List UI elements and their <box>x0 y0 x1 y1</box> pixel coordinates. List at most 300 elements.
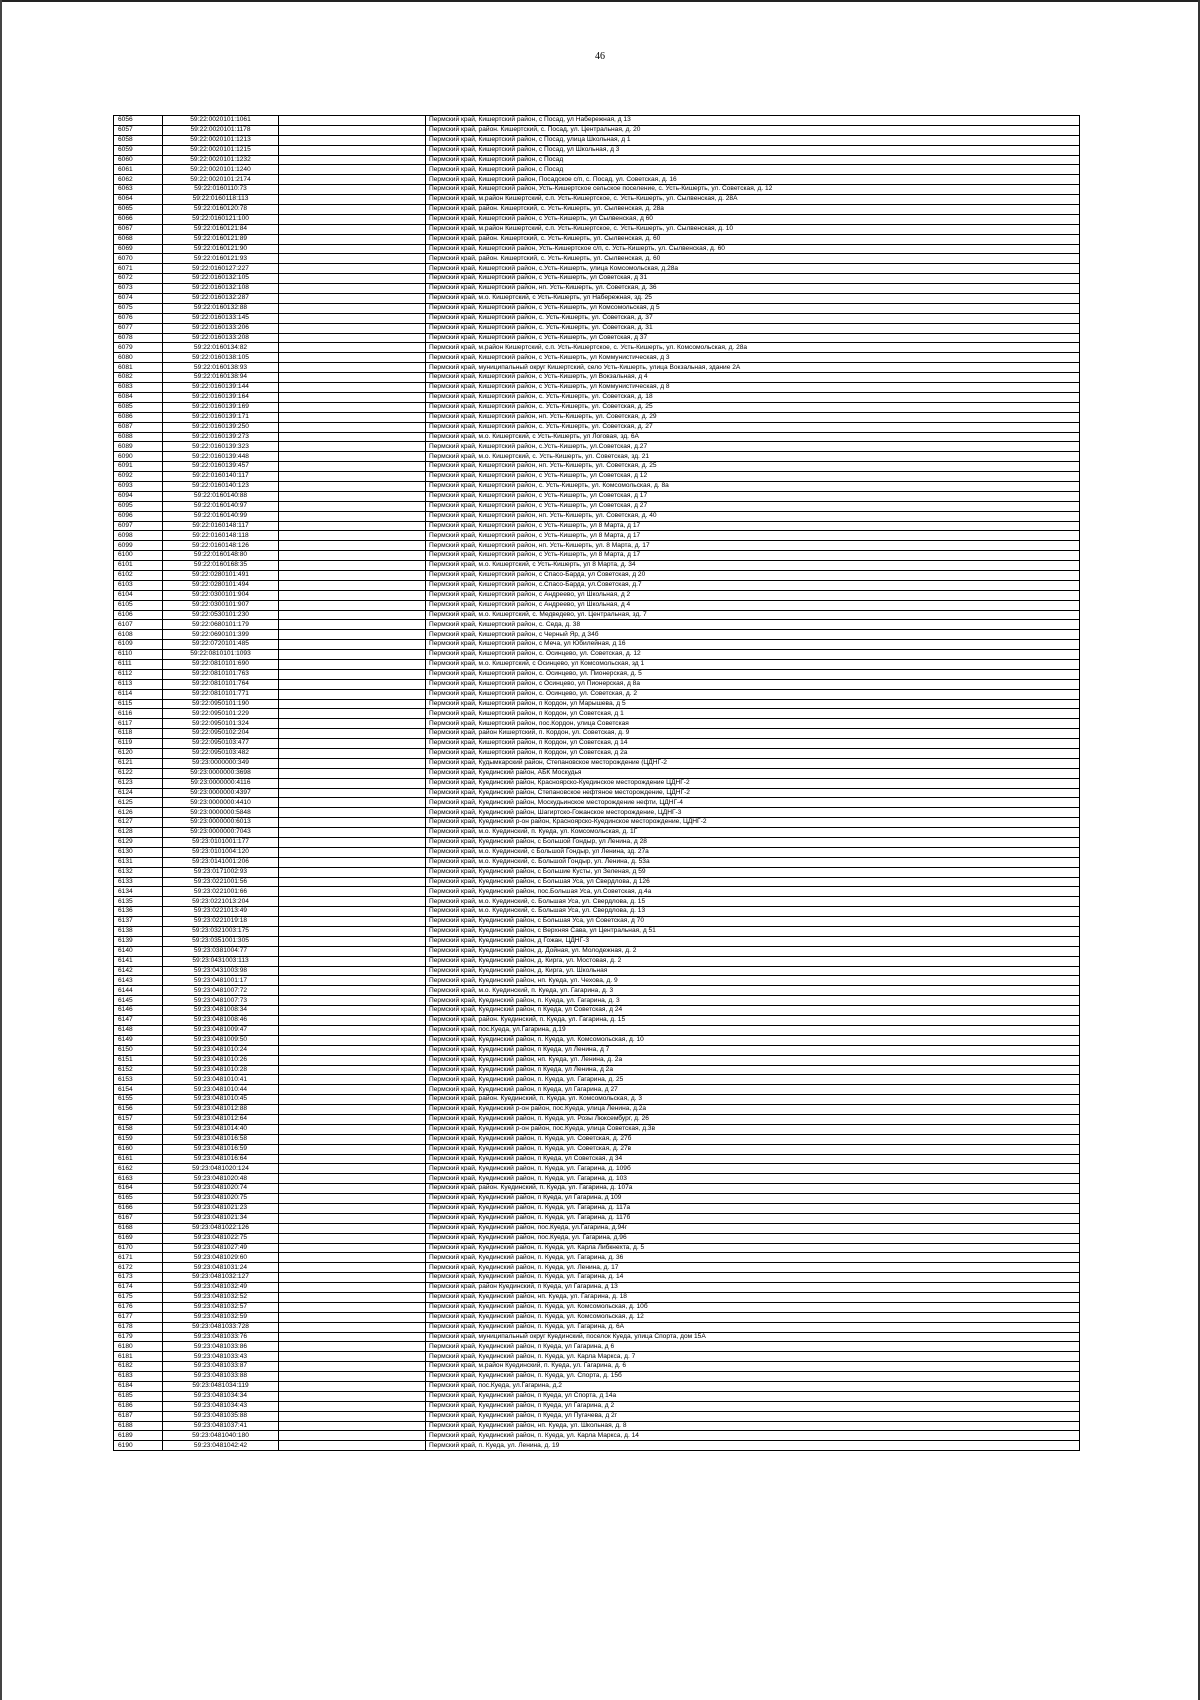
empty-cell <box>279 1154 426 1164</box>
table-row <box>114 976 1080 986</box>
cadastral-number-cell: 59:22:0530101:230 <box>163 610 279 620</box>
empty-cell <box>279 541 426 551</box>
address-cell: Пермский край, Кишертский район, с Усть-Кишерть, ул Комсомольская, д 5 <box>426 303 1080 313</box>
cadastral-number-cell: 59:22:0280101:491 <box>163 570 279 580</box>
row-number-cell: 6070 <box>114 254 163 264</box>
table-row <box>114 1342 1080 1352</box>
table-row <box>114 857 1080 867</box>
table-row <box>114 610 1080 620</box>
address-cell: Пермский край, Кишертский район, с Усть-Кишерть, ул Советская, д 27 <box>426 501 1080 511</box>
address-cell: Пермский край, Куединский район, п. Куеда, ул. Гагарина, д. 3 <box>426 996 1080 1006</box>
cadastral-number-cell: 59:22:0810101:1093 <box>163 650 279 660</box>
cadastral-number-cell: 59:22:0160139:169 <box>163 402 279 412</box>
cadastral-number-cell: 59:23:0481007:72 <box>163 986 279 996</box>
empty-cell <box>279 1362 426 1372</box>
address-cell: Пермский край, Кишертский район, нп. Усть-Кишерть, ул. Советская, д. 40 <box>426 511 1080 521</box>
cadastral-number-cell: 59:22:0020101:2174 <box>163 175 279 185</box>
row-number-cell: 6061 <box>114 165 163 175</box>
cadastral-number-cell: 59:22:0020101:1213 <box>163 135 279 145</box>
table-row <box>114 165 1080 175</box>
empty-cell <box>279 610 426 620</box>
table-row <box>114 1302 1080 1312</box>
row-number-cell: 6134 <box>114 887 163 897</box>
row-number-cell: 6121 <box>114 758 163 768</box>
empty-cell <box>279 323 426 333</box>
address-cell: Пермский край, Кишертский район, с.Усть-Кишерть, ул.Советская, д.27 <box>426 442 1080 452</box>
table-row <box>114 1362 1080 1372</box>
cadastral-number-cell: 59:22:0300101:907 <box>163 600 279 610</box>
row-number-cell: 6127 <box>114 818 163 828</box>
row-number-cell: 6111 <box>114 659 163 669</box>
row-number-cell: 6166 <box>114 1203 163 1213</box>
row-number-cell: 6151 <box>114 1055 163 1065</box>
row-number-cell: 6084 <box>114 392 163 402</box>
cadastral-number-cell: 59:23:0481014:40 <box>163 1124 279 1134</box>
address-cell: Пермский край, Куединский р-он район, Красноярско-Куединское месторождение, ЦДНГ-2 <box>426 818 1080 828</box>
cadastral-number-cell: 59:22:0160139:164 <box>163 392 279 402</box>
cadastral-number-cell: 59:23:0431003:98 <box>163 966 279 976</box>
table-row <box>114 1154 1080 1164</box>
empty-cell <box>279 531 426 541</box>
cadastral-number-cell: 59:22:0950101:190 <box>163 699 279 709</box>
table-row <box>114 481 1080 491</box>
cadastral-number-cell: 59:22:0160138:105 <box>163 353 279 363</box>
row-number-cell: 6087 <box>114 422 163 432</box>
cadastral-number-cell: 59:22:0680101:179 <box>163 620 279 630</box>
address-cell: Пермский край, Куединский район, Шагиртско-Гожанское месторождение, ЦДНГ-3 <box>426 808 1080 818</box>
table-row <box>114 1283 1080 1293</box>
empty-cell <box>279 145 426 155</box>
address-cell: Пермский край, район. Кишертский, с. Усть-Кишерть, ул. Сылвенская, д. 60 <box>426 254 1080 264</box>
cadastral-number-cell: 59:22:0160139:323 <box>163 442 279 452</box>
table-row <box>114 936 1080 946</box>
address-cell: Пермский край, Кишертский район, с Усть-Кишерть, ул 8 Марта, д 17 <box>426 531 1080 541</box>
address-cell: Пермский край, Куединский район, п. Куеда, ул. Советская, д. 27в <box>426 1144 1080 1154</box>
cadastral-number-cell: 59:23:0221001:66 <box>163 887 279 897</box>
row-number-cell: 6153 <box>114 1075 163 1085</box>
cadastral-number-cell: 59:22:0160121:90 <box>163 244 279 254</box>
table-row <box>114 521 1080 531</box>
cadastral-number-cell: 59:23:0381004:77 <box>163 946 279 956</box>
row-number-cell: 6190 <box>114 1441 163 1451</box>
table-row <box>114 1322 1080 1332</box>
cadastral-number-cell: 59:23:0481020:74 <box>163 1184 279 1194</box>
cadastral-number-cell: 59:22:0160121:100 <box>163 214 279 224</box>
cadastral-number-cell: 59:22:0810101:763 <box>163 669 279 679</box>
row-number-cell: 6103 <box>114 580 163 590</box>
address-cell: Пермский край, Кудымкарский район, Степановское месторождение (ЦДНГ-2 <box>426 758 1080 768</box>
address-cell: Пермский край, Кишертский район, с.Спасо-Барда, ул.Советская, д.7 <box>426 580 1080 590</box>
table-row <box>114 996 1080 1006</box>
row-number-cell: 6089 <box>114 442 163 452</box>
address-cell: Пермский край, м.район Кишертский, с.п. Усть-Кишертское, с. Усть-Кишерть, ул. Сылвенская, д. 28А <box>426 195 1080 205</box>
table-row <box>114 1164 1080 1174</box>
address-cell: Пермский край, пос.Куеда, ул.Гагарина, д.2 <box>426 1382 1080 1392</box>
row-number-cell: 6130 <box>114 847 163 857</box>
address-cell: Пермский край, Кишертский район, с Усть-Кишерть, ул Советская, д 12 <box>426 472 1080 482</box>
table-row <box>114 561 1080 571</box>
address-cell: Пермский край, район. Куединский, п. Куеда, ул. Гагарина, д. 15 <box>426 1016 1080 1026</box>
empty-cell <box>279 1006 426 1016</box>
empty-cell <box>279 1213 426 1223</box>
table-row <box>114 1263 1080 1273</box>
empty-cell <box>279 620 426 630</box>
row-number-cell: 6114 <box>114 689 163 699</box>
row-number-cell: 6080 <box>114 353 163 363</box>
address-cell: Пермский край, пос.Куеда, ул.Гагарина, д.19 <box>426 1025 1080 1035</box>
cadastral-number-cell: 59:23:0101004:120 <box>163 847 279 857</box>
cadastral-number-cell: 59:23:0431003:113 <box>163 956 279 966</box>
cadastral-number-cell: 59:23:0481032:127 <box>163 1273 279 1283</box>
table-row <box>114 1431 1080 1441</box>
cadastral-number-cell: 59:22:0160133:145 <box>163 313 279 323</box>
address-cell: Пермский край, Куединский район, п. Куеда, ул. Гагарина, д. 117б <box>426 1213 1080 1223</box>
cadastral-number-cell: 59:22:0160121:84 <box>163 224 279 234</box>
table-row <box>114 749 1080 759</box>
address-cell: Пермский край, м.о. Кишертский, с Усть-Кишерть, ул Логовая, зд. 6А <box>426 432 1080 442</box>
row-number-cell: 6094 <box>114 491 163 501</box>
table-row <box>114 294 1080 304</box>
address-cell: Пермский край, м.район Кишертский, с.п. Усть-Кишертское, с. Усть-Кишерть, ул. Комсомольская, д. 28а <box>426 343 1080 353</box>
empty-cell <box>279 679 426 689</box>
empty-cell <box>279 1352 426 1362</box>
table-row <box>114 650 1080 660</box>
empty-cell <box>279 1045 426 1055</box>
cadastral-number-cell: 59:22:0160139:171 <box>163 412 279 422</box>
address-cell: Пермский край, м.район Кишертский, с.п. Усть-Кишертское, с. Усть-Кишерть, ул. Сылвенская, д. 10 <box>426 224 1080 234</box>
address-cell: Пермский край, Куединский район, Степановское нефтяное месторождение, ЦДНГ-2 <box>426 788 1080 798</box>
table-row <box>114 927 1080 937</box>
row-number-cell: 6107 <box>114 620 163 630</box>
cadastral-number-cell: 59:23:0481032:59 <box>163 1312 279 1322</box>
row-number-cell: 6131 <box>114 857 163 867</box>
table-row <box>114 1401 1080 1411</box>
row-number-cell: 6083 <box>114 383 163 393</box>
cadastral-number-cell: 59:23:0481010:45 <box>163 1095 279 1105</box>
address-cell: Пермский край, Кишертский район, с Андреево, ул Школьная, д 4 <box>426 600 1080 610</box>
empty-cell <box>279 313 426 323</box>
table-row <box>114 1243 1080 1253</box>
empty-cell <box>279 966 426 976</box>
empty-cell <box>279 363 426 373</box>
address-cell: Пермский край, Кишертский район, с. Осинцево, ул. Советская, д. 2 <box>426 689 1080 699</box>
address-cell: Пермский край, район. Куединский, п. Куеда, ул. Гагарина, д. 107а <box>426 1184 1080 1194</box>
row-number-cell: 6091 <box>114 462 163 472</box>
empty-cell <box>279 1095 426 1105</box>
address-cell: Пермский край, Куединский район, п Куеда, ул Гагарина, д 27 <box>426 1085 1080 1095</box>
row-number-cell: 6101 <box>114 561 163 571</box>
cadastral-number-cell: 59:23:0481033:728 <box>163 1322 279 1332</box>
empty-cell <box>279 1253 426 1263</box>
empty-cell <box>279 936 426 946</box>
address-cell: Пермский край, Кишертский район, с Посад, ул Школьная, д 3 <box>426 145 1080 155</box>
table-row <box>114 254 1080 264</box>
cadastral-number-cell: 59:22:0810101:771 <box>163 689 279 699</box>
row-number-cell: 6072 <box>114 274 163 284</box>
cadastral-number-cell: 59:23:0481034:43 <box>163 1401 279 1411</box>
table-row <box>114 1391 1080 1401</box>
empty-cell <box>279 1283 426 1293</box>
empty-cell <box>279 165 426 175</box>
cadastral-number-cell: 59:22:0160139:457 <box>163 462 279 472</box>
table-row <box>114 1213 1080 1223</box>
address-cell: Пермский край, Куединский район, пос.Большая Уса, ул.Советская, д.4а <box>426 887 1080 897</box>
table-row <box>114 392 1080 402</box>
empty-cell <box>279 838 426 848</box>
cadastral-number-cell: 59:22:0160148:126 <box>163 541 279 551</box>
row-number-cell: 6077 <box>114 323 163 333</box>
table-row <box>114 244 1080 254</box>
row-number-cell: 6178 <box>114 1322 163 1332</box>
address-cell: Пермский край, Кишертский район, с Усть-Кишерть, ул Советская, д 31 <box>426 274 1080 284</box>
address-cell: Пермский край, Кишертский район, нп. Усть-Кишерть, ул. Советская, д. 36 <box>426 284 1080 294</box>
empty-cell <box>279 452 426 462</box>
address-cell: Пермский край, Куединский район, нп. Куеда, ул. Ленина, д. 2а <box>426 1055 1080 1065</box>
cadastral-number-cell: 59:22:0160138:94 <box>163 373 279 383</box>
table-row <box>114 531 1080 541</box>
table-row <box>114 1144 1080 1154</box>
row-number-cell: 6140 <box>114 946 163 956</box>
empty-cell <box>279 343 426 353</box>
empty-cell <box>279 1025 426 1035</box>
row-number-cell: 6086 <box>114 412 163 422</box>
cadastral-number-cell: 59:23:0481010:28 <box>163 1065 279 1075</box>
cadastral-number-cell: 59:22:0020101:1240 <box>163 165 279 175</box>
address-cell: Пермский край, район Кишертский, п. Кордон, ул. Советская, д. 9 <box>426 729 1080 739</box>
address-cell: Пермский край, Куединский район, д. Кирга, ул. Школьная <box>426 966 1080 976</box>
table-row <box>114 659 1080 669</box>
address-cell: Пермский край, м.о. Куединский, с. Большой Гондыр, ул. Ленина, д. 53а <box>426 857 1080 867</box>
empty-cell <box>279 1174 426 1184</box>
cadastral-number-cell: 59:22:0300101:904 <box>163 590 279 600</box>
empty-cell <box>279 224 426 234</box>
cadastral-number-cell: 59:22:0160133:206 <box>163 323 279 333</box>
table-row <box>114 412 1080 422</box>
scan-edge-top <box>0 0 1200 2</box>
cadastral-number-cell: 59:23:0481029:60 <box>163 1253 279 1263</box>
cadastral-number-cell: 59:23:0481033:87 <box>163 1362 279 1372</box>
empty-cell <box>279 580 426 590</box>
address-cell: Пермский край, м.о. Куединский, п. Куеда, ул. Комсомольская, д. 1Г <box>426 828 1080 838</box>
table-row <box>114 1016 1080 1026</box>
row-number-cell: 6113 <box>114 679 163 689</box>
address-cell: Пермский край, Кишертский район, с Меча, ул Юбилейная, д 16 <box>426 640 1080 650</box>
table-row <box>114 1233 1080 1243</box>
row-number-cell: 6146 <box>114 1006 163 1016</box>
empty-cell <box>279 778 426 788</box>
empty-cell <box>279 917 426 927</box>
address-cell: Пермский край, Кишертский район, с Усть-Кишерть, ул Советская, д 37 <box>426 333 1080 343</box>
row-number-cell: 6149 <box>114 1035 163 1045</box>
address-cell: Пермский край, Кишертский район, п Кордон, ул Советская, д 2а <box>426 749 1080 759</box>
address-cell: Пермский край, Куединский район, д Гожан, ЦДНГ-3 <box>426 936 1080 946</box>
cadastral-number-cell: 59:22:0280101:494 <box>163 580 279 590</box>
empty-cell <box>279 185 426 195</box>
empty-cell <box>279 1292 426 1302</box>
empty-cell <box>279 125 426 135</box>
row-number-cell: 6063 <box>114 185 163 195</box>
cadastral-number-cell: 59:23:0481022:126 <box>163 1223 279 1233</box>
table-row <box>114 1035 1080 1045</box>
row-number-cell: 6064 <box>114 195 163 205</box>
empty-cell <box>279 491 426 501</box>
row-number-cell: 6065 <box>114 205 163 215</box>
empty-cell <box>279 155 426 165</box>
table-row <box>114 986 1080 996</box>
table-row <box>114 946 1080 956</box>
empty-cell <box>279 1421 426 1431</box>
empty-cell <box>279 234 426 244</box>
cadastral-number-cell: 59:22:0160132:88 <box>163 303 279 313</box>
table-row <box>114 917 1080 927</box>
row-number-cell: 6067 <box>114 224 163 234</box>
table-row <box>114 897 1080 907</box>
cadastral-number-cell: 59:23:0221013:204 <box>163 897 279 907</box>
empty-cell <box>279 1105 426 1115</box>
empty-cell <box>279 956 426 966</box>
cadastral-number-cell: 59:23:0481020:75 <box>163 1194 279 1204</box>
row-number-cell: 6074 <box>114 294 163 304</box>
empty-cell <box>279 551 426 561</box>
table-row <box>114 768 1080 778</box>
empty-cell <box>279 1055 426 1065</box>
table-row <box>114 264 1080 274</box>
row-number-cell: 6122 <box>114 768 163 778</box>
empty-cell <box>279 897 426 907</box>
table-row <box>114 1382 1080 1392</box>
address-cell: Пермский край, Кишертский район, с Усть-Кишерть, ул Сылвенская, д 60 <box>426 214 1080 224</box>
empty-cell <box>279 828 426 838</box>
cadastral-number-cell: 59:22:0160139:144 <box>163 383 279 393</box>
row-number-cell: 6099 <box>114 541 163 551</box>
empty-cell <box>279 333 426 343</box>
cadastral-number-cell: 59:23:0481007:73 <box>163 996 279 1006</box>
table-row <box>114 1105 1080 1115</box>
table-row <box>114 383 1080 393</box>
table-row <box>114 175 1080 185</box>
address-cell: Пермский край, Кишертский район, с. Осинцево, ул. Пионерская, д. 5 <box>426 669 1080 679</box>
cadastral-number-cell: 59:23:0000000:5848 <box>163 808 279 818</box>
table-row <box>114 877 1080 887</box>
row-number-cell: 6169 <box>114 1233 163 1243</box>
row-number-cell: 6109 <box>114 640 163 650</box>
address-cell: Пермский край, Куединский район, нп. Куеда, ул. Чехова, д. 9 <box>426 976 1080 986</box>
empty-cell <box>279 1035 426 1045</box>
table-row <box>114 590 1080 600</box>
table-row <box>114 1045 1080 1055</box>
address-cell: Пермский край, муниципальный округ Куединский, поселок Куеда, улица Спорта, дом 15А <box>426 1332 1080 1342</box>
register-table-body <box>114 116 1080 1451</box>
empty-cell <box>279 788 426 798</box>
table-row <box>114 1025 1080 1035</box>
cadastral-number-cell: 59:23:0351001:305 <box>163 936 279 946</box>
row-number-cell: 6088 <box>114 432 163 442</box>
table-row <box>114 1095 1080 1105</box>
address-cell: Пермский край, Куединский район, п. Куеда, ул. Карла Либкнехта, д. 5 <box>426 1243 1080 1253</box>
empty-cell <box>279 570 426 580</box>
table-row <box>114 155 1080 165</box>
address-cell: Пермский край, м.о. Куединский, с Большой Гондыр, ул Ленина, зд. 27а <box>426 847 1080 857</box>
empty-cell <box>279 205 426 215</box>
address-cell: Пермский край, Куединский район, с Верхняя Сава, ул Центральная, д 51 <box>426 927 1080 937</box>
row-number-cell: 6078 <box>114 333 163 343</box>
table-row <box>114 442 1080 452</box>
address-cell: Пермский край, Кишертский район, нп. Усть-Кишерть, ул. 8 Марта, д. 17 <box>426 541 1080 551</box>
table-row <box>114 838 1080 848</box>
address-cell: Пермский край, Кишертский район, с Усть-Кишерть, ул 8 Марта, д 17 <box>426 551 1080 561</box>
row-number-cell: 6168 <box>114 1223 163 1233</box>
cadastral-number-cell: 59:23:0000000:3698 <box>163 768 279 778</box>
cadastral-number-cell: 59:22:0160139:250 <box>163 422 279 432</box>
empty-cell <box>279 1411 426 1421</box>
cadastral-number-cell: 59:23:0481012:88 <box>163 1105 279 1115</box>
address-cell: Пермский край, Куединский район, п. Куеда, ул. Гагарина, д. 14 <box>426 1273 1080 1283</box>
address-cell: Пермский край, Куединский район, п. Куеда, ул. Гагарина, д. 103 <box>426 1174 1080 1184</box>
empty-cell <box>279 650 426 660</box>
cadastral-number-cell: 59:23:0000000:4116 <box>163 778 279 788</box>
row-number-cell: 6097 <box>114 521 163 531</box>
row-number-cell: 6125 <box>114 798 163 808</box>
table-row <box>114 719 1080 729</box>
table-row <box>114 1055 1080 1065</box>
row-number-cell: 6112 <box>114 669 163 679</box>
table-row <box>114 541 1080 551</box>
address-cell: Пермский край, м.о. Куединский, п. Куеда, ул. Гагарина, д. 3 <box>426 986 1080 996</box>
address-cell: Пермский край, Куединский район, п. Куеда, ул. Карла Маркса, д. 14 <box>426 1431 1080 1441</box>
cadastral-number-cell: 59:23:0481032:52 <box>163 1292 279 1302</box>
empty-cell <box>279 600 426 610</box>
address-cell: Пермский край, Куединский район, п. Куеда, ул. Гагарина, д. 109б <box>426 1164 1080 1174</box>
table-row <box>114 501 1080 511</box>
row-number-cell: 6136 <box>114 907 163 917</box>
address-cell: Пермский край, Куединский район, пос.Куеда, ул.Гагарина, д.94г <box>426 1223 1080 1233</box>
empty-cell <box>279 729 426 739</box>
address-cell: Пермский край, Кишертский район, пос.Кордон, улица Советская <box>426 719 1080 729</box>
row-number-cell: 6090 <box>114 452 163 462</box>
row-number-cell: 6180 <box>114 1342 163 1352</box>
table-row <box>114 195 1080 205</box>
cadastral-number-cell: 59:23:0481009:47 <box>163 1025 279 1035</box>
empty-cell <box>279 907 426 917</box>
row-number-cell: 6098 <box>114 531 163 541</box>
table-row <box>114 1273 1080 1283</box>
cadastral-number-cell: 59:22:0160148:117 <box>163 521 279 531</box>
row-number-cell: 6157 <box>114 1114 163 1124</box>
table-row <box>114 1312 1080 1322</box>
table-row <box>114 1075 1080 1085</box>
address-cell: Пермский край, Куединский район, Москудьинское месторождение нефти, ЦДНГ-4 <box>426 798 1080 808</box>
empty-cell <box>279 867 426 877</box>
cadastral-number-cell: 59:23:0481020:124 <box>163 1164 279 1174</box>
empty-cell <box>279 699 426 709</box>
cadastral-number-cell: 59:23:0481032:57 <box>163 1302 279 1312</box>
address-cell: Пермский край, п. Куеда, ул. Ленина, д. 19 <box>426 1441 1080 1451</box>
row-number-cell: 6117 <box>114 719 163 729</box>
empty-cell <box>279 254 426 264</box>
table-row <box>114 185 1080 195</box>
table-row <box>114 828 1080 838</box>
address-cell: Пермский край, м.о. Куединский, с. Большая Уса, ул. Свердлова, д. 13 <box>426 907 1080 917</box>
empty-cell <box>279 689 426 699</box>
cadastral-number-cell: 59:23:0000000:7043 <box>163 828 279 838</box>
cadastral-number-cell: 59:23:0000000:6013 <box>163 818 279 828</box>
cadastral-number-cell: 59:23:0481034:34 <box>163 1391 279 1401</box>
table-row <box>114 511 1080 521</box>
table-row <box>114 808 1080 818</box>
address-cell: Пермский край, Куединский район, п Куеда, ул Спорта, д 14а <box>426 1391 1080 1401</box>
address-cell: Пермский край, Кишертский район, Посадское с/п, с. Посад, ул. Советская, д. 16 <box>426 175 1080 185</box>
empty-cell <box>279 1391 426 1401</box>
